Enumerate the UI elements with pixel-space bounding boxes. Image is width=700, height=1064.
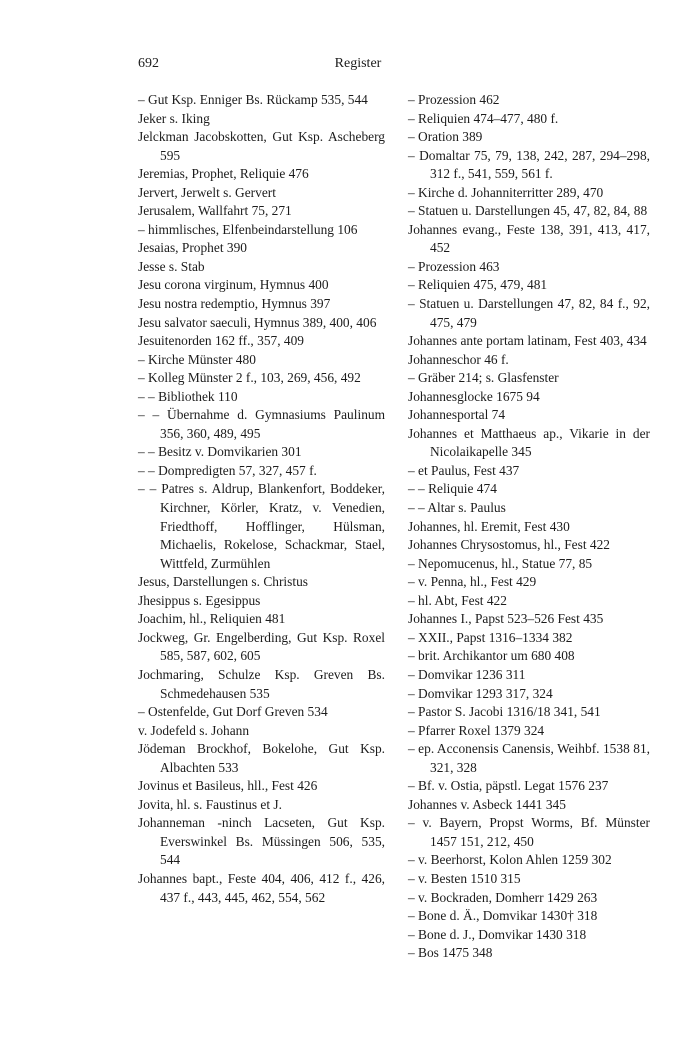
index-entry: – Nepomucenus, hl., Statue 77, 85 [408, 555, 593, 571]
index-entry: Jerusalem, Wallfahrt 75, 271 [138, 203, 292, 219]
index-entry: Jesu nostra redemptio, Hymnus 397 [138, 296, 331, 312]
index-entry: – Bone d. J., Domvikar 1430 318 [408, 926, 587, 942]
index-entry: – Gut Ksp. Enniger Bs. Rückamp 535, 544 [138, 92, 368, 107]
index-entry: – Prozession 463 [408, 258, 500, 274]
index-entry: – ep. Acconensis Canensis, Weihbf. 1538 81, 321, 328 [408, 741, 650, 775]
index-entry: – Kirche Münster 480 [138, 351, 256, 367]
index-entry: – Kolleg Münster 2 f., 103, 269, 456, 492 [138, 370, 361, 386]
index-entry: – brit. Archikantor um 680 408 [408, 648, 575, 664]
index-entry: – Domvikar 1236 311 [408, 666, 526, 682]
index-entry: – Prozession 462 [408, 92, 500, 107]
page-header [138, 56, 578, 76]
index-entry: – – Bibliothek 110 [138, 388, 238, 404]
index-entry: Jochmaring, Schulze Ksp. Greven Bs. Schmedehausen 535 [138, 666, 385, 701]
index-entry: – – Übernahme d. Gymnasiums Paulinum 356, 360, 489, 495 [138, 407, 385, 441]
index-entry: – Gräber 214; s. Glasfenster [408, 370, 559, 386]
index-column-right [408, 91, 650, 963]
index-entry: – Bone d. Ä., Domvikar 1430† 318 [408, 908, 598, 924]
index-entry: – – Besitz v. Domvikarien 301 [138, 444, 302, 460]
page-number: 692 [138, 56, 159, 71]
index-entry: – Kirche d. Johanniterritter 289, 470 [408, 184, 604, 200]
index-entry: – Pastor S. Jacobi 1316/18 341, 541 [408, 704, 601, 720]
index-entry: – Bf. v. Ostia, päpstl. Legat 1576 237 [408, 778, 609, 794]
index-entry: Johannes v. Asbeck 1441 345 [408, 796, 566, 812]
index-entry: Jockweg, Gr. Engelberding, Gut Ksp. Roxel 585, 587, 602, 605 [138, 629, 385, 664]
index-entry: Johanneman -ninch Lacseten, Gut Ksp. Everswinkel Bs. Müssingen 506, 535, 544 [138, 815, 385, 868]
index-entry: – – Altar s. Paulus [408, 500, 506, 516]
index-entry: Johannes et Matthaeus ap., Vikarie in der Nicolaikapelle 345 [408, 425, 650, 460]
index-entry: Johanneschor 46 f. [408, 351, 509, 367]
index-entry: Jesaias, Prophet 390 [138, 240, 247, 256]
index-entry: – v. Besten 1510 315 [408, 870, 521, 886]
index-entry: – – Reliquie 474 [408, 481, 497, 497]
index-entry: Jeker s. Iking [138, 110, 210, 126]
index-entry: – – Dompredigten 57, 327, 457 f. [138, 462, 317, 478]
index-entry: – Reliquien 475, 479, 481 [408, 277, 548, 293]
index-entry: Johannes ante portam latinam, Fest 403, 434 [408, 333, 647, 349]
index-entry: – Statuen u. Darstellungen 45, 47, 82, 84, 88 [408, 203, 648, 219]
index-entry: – v. Beerhorst, Kolon Ahlen 1259 302 [408, 852, 612, 868]
index-entry: – Statuen u. Darstellungen 47, 82, 84 f., 92, 475, 479 [408, 296, 650, 330]
index-entry: Jesse s. Stab [138, 258, 205, 274]
index-entry: Johannesglocke 1675 94 [408, 388, 540, 404]
index-entry: Jovita, hl. s. Faustinus et J. [138, 796, 282, 812]
index-entry: Johannes I., Papst 523–526 Fest 435 [408, 611, 604, 627]
index-entry: Jesus, Darstellungen s. Christus [138, 574, 308, 590]
index-entry: – et Paulus, Fest 437 [408, 462, 520, 478]
index-entry: – himmlisches, Elfenbeindarstellung 106 [138, 221, 358, 237]
index-entry: Johannes bapt., Feste 404, 406, 412 f., 426, 437 f., 443, 445, 462, 554, 562 [138, 870, 385, 905]
running-title: Register [334, 56, 382, 71]
index-entry: – Oration 389 [408, 129, 483, 145]
index-entry: Johannes, hl. Eremit, Fest 430 [408, 518, 570, 534]
index-entry: – v. Bockraden, Domherr 1429 263 [408, 889, 598, 905]
index-entry: Jovinus et Basileus, hll., Fest 426 [138, 778, 318, 794]
index-entry: Johannesportal 74 [408, 407, 506, 423]
index-entry: Johannes Chrysostomus, hl., Fest 422 [408, 537, 610, 553]
index-entry: Jhesippus s. Egesippus [138, 592, 261, 608]
index-entry: Jesuitenorden 162 ff., 357, 409 [138, 333, 304, 349]
index-entry: – Reliquien 474–477, 480 f. [408, 110, 559, 126]
index-column-left [138, 91, 385, 907]
index-entry: – Domaltar 75, 79, 138, 242, 287, 294–298, 312 f., 541, 559, 561 f. [408, 147, 650, 182]
index-entry: – – Patres s. Aldrup, Blankenfort, Boddeker, Kirchner, Körler, Kratz, v. Venedien, Friedthoff, Hofflinger, Hülsman, Michaelis, Rokelose, Schackmar, Stael, Wittfeld, Zurmühlen [138, 481, 385, 571]
index-entry: – Bos 1475 348 [408, 945, 493, 961]
index-entry: – Pfarrer Roxel 1379 324 [408, 722, 545, 738]
index-entry: – XXII., Papst 1316–1334 382 [408, 629, 573, 645]
index-entry: Johannes evang., Feste 138, 391, 413, 417, 452 [408, 221, 650, 256]
index-entry: – v. Bayern, Propst Worms, Bf. Münster 1457 151, 212, 450 [408, 815, 650, 849]
index-entry: Jeremias, Prophet, Reliquie 476 [138, 166, 309, 182]
index-entry: Jesu corona virginum, Hymnus 400 [138, 277, 329, 293]
index-entry: v. Jodefeld s. Johann [138, 722, 250, 738]
index-entry: – Domvikar 1293 317, 324 [408, 685, 553, 701]
index-entry: Jervert, Jerwelt s. Gervert [138, 184, 276, 200]
index-entry: Jelckman Jacobskotten, Gut Ksp. Ascheberg 595 [138, 129, 385, 163]
index-entry: – v. Penna, hl., Fest 429 [408, 574, 537, 590]
index-entry: – Ostenfelde, Gut Dorf Greven 534 [138, 704, 328, 720]
index-entry: Jesu salvator saeculi, Hymnus 389, 400, 406 [138, 314, 377, 330]
index-entry: – hl. Abt, Fest 422 [408, 592, 507, 608]
index-entry: Joachim, hl., Reliquien 481 [138, 611, 286, 627]
index-entry: Jödeman Brockhof, Bokelohe, Gut Ksp. Albachten 533 [138, 741, 385, 775]
